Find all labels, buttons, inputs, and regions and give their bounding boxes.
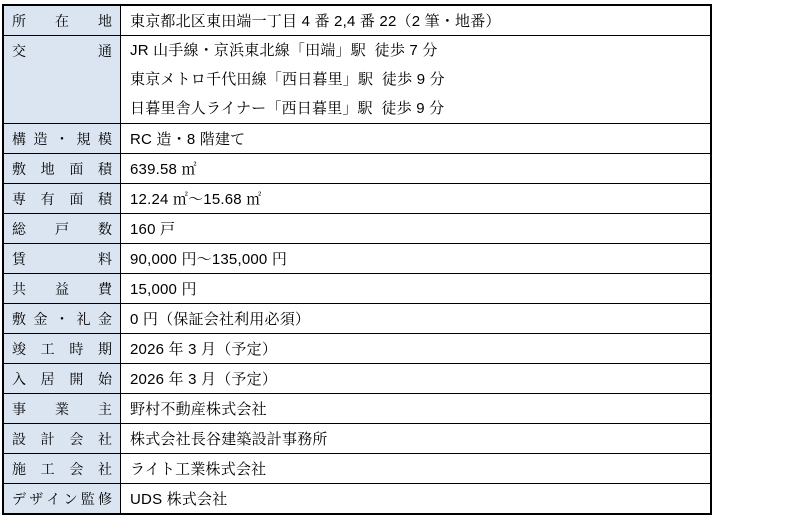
row-value-text: UDS 株式会社 xyxy=(130,491,228,508)
row-label-text: 共 益 費 xyxy=(12,280,112,297)
table-row-location xyxy=(3,5,711,36)
row-label-text: デ ザ イ ン 監 修 xyxy=(12,490,112,507)
table-row-rent xyxy=(3,244,711,274)
row-value xyxy=(121,454,712,484)
row-label-text: 構 造 ・ 規 模 xyxy=(12,130,112,147)
property-spec-sheet xyxy=(2,4,712,515)
row-label-text: 入 居 開 始 xyxy=(12,370,112,387)
row-value xyxy=(121,36,712,124)
table-row-completion xyxy=(3,334,711,364)
row-label xyxy=(3,5,121,36)
row-value xyxy=(121,124,712,154)
row-label xyxy=(3,214,121,244)
row-label-text: 設 計 会 社 xyxy=(12,430,112,447)
row-value xyxy=(121,304,712,334)
row-label-text: 施 工 会 社 xyxy=(12,460,112,477)
row-label xyxy=(3,424,121,454)
row-value-text: 2026 年 3 月（予定） xyxy=(130,371,278,388)
row-label xyxy=(3,394,121,424)
row-label-text: 交 通 xyxy=(12,42,112,59)
row-label-text: 敷 金 ・ 礼 金 xyxy=(12,310,112,327)
row-value-text: 90,000 円～135,000 円 xyxy=(130,251,288,268)
row-label xyxy=(3,274,121,304)
table-row-move-in xyxy=(3,364,711,394)
table-row-builder xyxy=(3,454,711,484)
row-label xyxy=(3,484,121,515)
table-row-unit-area xyxy=(3,184,711,214)
row-label xyxy=(3,454,121,484)
row-label-text: 賃 料 xyxy=(12,250,112,267)
row-value-text: 東京都北区東田端一丁目 4 番 2,4 番 22（2 筆・地番） xyxy=(130,13,501,30)
transit-line: 東京メトロ千代田線「西日暮里」駅 徒歩 9 分 xyxy=(130,71,445,88)
row-label xyxy=(3,364,121,394)
row-value-text: 野村不動産株式会社 xyxy=(130,401,267,418)
row-value-text: 160 戸 xyxy=(130,221,176,238)
row-label xyxy=(3,334,121,364)
table-row-transit xyxy=(3,36,711,124)
row-value-text: 0 円（保証会社利用必須） xyxy=(130,311,311,328)
transit-line: JR 山手線・京浜東北線「田端」駅 徒歩 7 分 xyxy=(130,42,438,59)
row-value-text: RC 造・8 階建て xyxy=(130,131,246,148)
row-value xyxy=(121,214,712,244)
row-value-text: ライト工業株式会社 xyxy=(130,461,267,478)
row-label-text: 専 有 面 積 xyxy=(12,190,112,207)
row-value-text: 639.58 ㎡ xyxy=(130,161,197,178)
table-row-site-area xyxy=(3,154,711,184)
table-row-design-supervision xyxy=(3,484,711,515)
row-value xyxy=(121,334,712,364)
table-row-developer xyxy=(3,394,711,424)
row-label xyxy=(3,184,121,214)
table-row-design-firm xyxy=(3,424,711,454)
row-value xyxy=(121,274,712,304)
row-value xyxy=(121,424,712,454)
row-value-text: 株式会社長谷建築設計事務所 xyxy=(130,431,328,448)
row-label-text: 敷 地 面 積 xyxy=(12,160,112,177)
row-value xyxy=(121,394,712,424)
property-spec-table xyxy=(2,4,712,515)
transit-line: 日暮里舎人ライナー「西日暮里」駅 徒歩 9 分 xyxy=(130,100,445,117)
table-row-common-fee xyxy=(3,274,711,304)
row-label xyxy=(3,244,121,274)
row-label-text: 竣 工 時 期 xyxy=(12,340,112,357)
row-label xyxy=(3,36,121,124)
row-value xyxy=(121,5,712,36)
row-label-text: 所 在 地 xyxy=(12,12,112,29)
row-label xyxy=(3,304,121,334)
row-value xyxy=(121,154,712,184)
row-value-text: 15,000 円 xyxy=(130,281,197,298)
row-value-text: 12.24 ㎡～15.68 ㎡ xyxy=(130,191,262,208)
row-label xyxy=(3,154,121,184)
table-row-deposit xyxy=(3,304,711,334)
row-label-text: 事 業 主 xyxy=(12,400,112,417)
row-label-text: 総 戸 数 xyxy=(12,220,112,237)
row-value xyxy=(121,244,712,274)
row-value xyxy=(121,364,712,394)
row-value-text: 2026 年 3 月（予定） xyxy=(130,341,278,358)
table-row-structure xyxy=(3,124,711,154)
row-value xyxy=(121,184,712,214)
table-row-total-units xyxy=(3,214,711,244)
row-value xyxy=(121,484,712,515)
row-label xyxy=(3,124,121,154)
